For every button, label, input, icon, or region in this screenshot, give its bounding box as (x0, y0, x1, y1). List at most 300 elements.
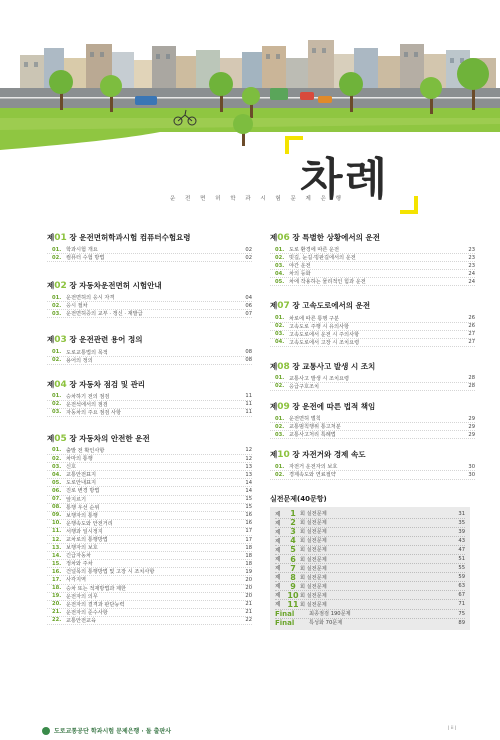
item-page: 02 (245, 246, 252, 253)
item-title: 승차하기 전의 점검 (66, 393, 110, 400)
exam-title: 회 실전문제 (300, 574, 327, 581)
item-title: 차의 등화 (289, 271, 311, 278)
chapter-09 (270, 401, 475, 439)
toc-item[interactable] (47, 471, 252, 479)
item-page: 29 (468, 415, 475, 422)
toc-item[interactable] (270, 375, 475, 383)
chapter-title: 장 운전관련 용어 정의 (69, 335, 143, 345)
item-title: 빗길, 눈길·빙판길에서의 운전 (289, 255, 356, 262)
item-page: 24 (468, 270, 475, 277)
toc-item[interactable] (47, 294, 252, 302)
item-title: 앞지르기 (66, 496, 87, 503)
item-index: 03. (275, 431, 285, 438)
toc-item[interactable] (47, 463, 252, 471)
item-page: 19 (245, 568, 252, 575)
hero-illustration (0, 0, 500, 200)
item-index: 05. (52, 479, 62, 486)
item-title: 자전거 운전자의 보호 (289, 464, 338, 471)
item-index: 01. (52, 349, 62, 356)
item-index: 02. (52, 357, 62, 364)
item-page: 12 (245, 447, 252, 454)
final-page: 89 (458, 619, 465, 626)
toc-item[interactable] (270, 383, 475, 391)
item-page: 23 (468, 254, 475, 261)
page-title: 차례 (300, 154, 390, 205)
toc-item[interactable] (47, 479, 252, 487)
exam-prefix: 제 (275, 557, 281, 564)
chapter-prefix: 제 (270, 450, 278, 460)
exam-page: 51 (458, 556, 465, 563)
item-index: 01. (275, 246, 285, 253)
chapter-number: 06 (277, 233, 290, 243)
toc-item[interactable] (270, 471, 475, 479)
exam-prefix: 제 (275, 520, 281, 527)
chapter-prefix: 제 (47, 433, 55, 443)
exam-page: 39 (458, 528, 465, 535)
exam-page: 71 (458, 601, 465, 608)
item-title: 통행 우선 순위 (66, 504, 100, 511)
final-label: Final (275, 618, 295, 627)
item-page: 18 (245, 544, 252, 551)
item-index: 02. (52, 254, 62, 261)
chapter-heading[interactable] (270, 300, 475, 311)
toc-item[interactable] (47, 348, 252, 356)
item-index: 02. (275, 383, 285, 390)
item-index: 19. (52, 593, 62, 600)
item-title: 교통안전표지 (66, 472, 97, 479)
item-index: 22. (52, 617, 62, 624)
toc-item[interactable] (270, 278, 475, 286)
toc-item[interactable] (47, 568, 252, 576)
exam-number: 2 (290, 518, 296, 528)
item-title: 교통사고처리 특례법 (289, 432, 336, 439)
chapter-heading[interactable] (47, 433, 252, 444)
chapter-number: 08 (277, 361, 290, 372)
chapter-title: 장 자동차운전면허 시험안내 (69, 281, 162, 291)
toc-item[interactable] (47, 487, 252, 495)
item-title: 진로 변경 방법 (66, 488, 100, 495)
chapter-heading[interactable] (47, 334, 252, 345)
exam-number: 9 (290, 581, 296, 591)
chapter-title: 장 특별한 상황에서의 운전 (292, 233, 380, 242)
item-page: 27 (468, 339, 475, 346)
chapter-10 (270, 449, 475, 479)
chapter-number: 10 (277, 450, 290, 461)
toc-item[interactable] (270, 314, 475, 322)
chapter-prefix: 제 (270, 233, 278, 242)
exam-item[interactable] (275, 528, 465, 537)
chapter-title: 장 자동차 점검 및 관리 (69, 379, 146, 389)
item-page: 20 (245, 593, 252, 600)
item-title: 운행속도와 안전거리 (66, 520, 113, 527)
exam-item[interactable] (275, 519, 465, 528)
item-index: 01. (52, 447, 62, 454)
exam-prefix: 제 (275, 547, 281, 554)
toc-item[interactable] (270, 323, 475, 331)
item-page: 27 (468, 331, 475, 338)
item-index: 15. (52, 560, 62, 567)
item-index: 01. (275, 415, 285, 422)
item-index: 01. (275, 315, 285, 322)
exam-item[interactable] (275, 564, 465, 573)
city-street-illustration (0, 0, 500, 200)
exam-item[interactable] (275, 582, 465, 591)
item-title: 운전석에서의 점검 (66, 401, 108, 408)
toc-item[interactable] (47, 617, 252, 625)
item-index: 03. (52, 463, 62, 470)
item-page: 29 (468, 431, 475, 438)
exam-title: 회 실전문제 (300, 547, 327, 554)
item-index: 03. (275, 331, 285, 338)
exam-prefix: 제 (275, 529, 281, 536)
item-page: 17 (245, 536, 252, 543)
final-title: 최종점검 190문제 (309, 611, 351, 618)
chapter-prefix: 제 (47, 379, 55, 389)
toc-item[interactable] (270, 431, 475, 439)
chapter-07 (270, 300, 475, 346)
item-page: 23 (468, 262, 475, 269)
toc-right-column (270, 232, 475, 630)
item-title: 운전면허증의 교부 · 갱신 · 재발급 (66, 311, 143, 318)
item-title: 학과시험 개요 (66, 247, 98, 254)
item-index: 11. (52, 528, 62, 535)
chapter-title: 장 고속도로에서의 운전 (292, 301, 371, 311)
toc-item[interactable] (270, 463, 475, 471)
item-index: 14. (52, 552, 62, 559)
item-title: 교통사고 발생 시 조치요령 (289, 375, 350, 382)
exam-prefix: 제 (275, 602, 281, 609)
exam-page: 31 (458, 510, 465, 517)
item-title: 운전면허 벌칙 (289, 416, 321, 423)
item-page: 08 (245, 357, 252, 364)
chapter-05 (47, 433, 252, 625)
item-title: 승차 또는 적재방법과 제한 (66, 585, 127, 592)
exam-page: 59 (458, 574, 465, 581)
item-index: 03. (52, 310, 62, 317)
chapter-number: 01 (54, 233, 67, 243)
exam-title: 회 실전문제 (300, 529, 327, 536)
exam-number: 7 (290, 563, 296, 573)
item-index: 06. (52, 487, 62, 494)
item-page: 22 (245, 617, 252, 624)
item-index: 20. (52, 601, 62, 608)
item-title: 신호 (66, 464, 77, 471)
toc-item[interactable] (270, 339, 475, 347)
item-index: 02. (275, 323, 285, 330)
item-page: 18 (245, 560, 252, 567)
item-index: 01. (52, 393, 62, 400)
item-page: 29 (468, 423, 475, 430)
item-index: 17. (52, 576, 62, 583)
final-item[interactable] (275, 610, 465, 619)
chapter-title: 장 자동차의 안전한 운전 (69, 433, 150, 443)
item-title: 용어의 정의 (66, 357, 93, 364)
item-index: 18. (52, 585, 62, 592)
exam-page: 35 (458, 519, 465, 526)
exam-section-title: 실전문제(40문항) (270, 494, 327, 503)
exam-title: 회 실전문제 (300, 556, 327, 563)
item-title: 도로 환경에 따른 운전 (289, 247, 340, 254)
toc-item[interactable] (47, 401, 252, 409)
item-page: 16 (245, 512, 252, 519)
page-subtitle: 운 전 면 허 학 과 시 험 문 제 은 행 (170, 196, 345, 202)
item-title: 서행과 일시정지 (66, 528, 103, 535)
item-title: 운전자의 준수사항 (66, 609, 108, 616)
toc-item[interactable] (47, 455, 252, 463)
chapter-prefix: 제 (47, 281, 55, 291)
exam-title: 회 실전문제 (300, 538, 327, 545)
item-page: 02 (245, 254, 252, 261)
chapter-number: 09 (277, 402, 290, 413)
item-page: 26 (468, 323, 475, 330)
item-page: 28 (468, 375, 475, 382)
chapter-prefix: 제 (270, 301, 278, 311)
item-title: 컴퓨터 수험 방법 (66, 255, 105, 262)
item-title: 경제속도와 연료절약 (289, 472, 336, 479)
chapter-heading[interactable] (47, 232, 252, 243)
item-page: 18 (245, 552, 252, 559)
item-page: 20 (245, 585, 252, 592)
item-index: 01. (52, 246, 62, 253)
toc-item[interactable] (270, 246, 475, 254)
exam-item[interactable] (275, 600, 465, 609)
item-page: 11 (245, 393, 252, 400)
exam-item[interactable] (275, 573, 465, 582)
item-index: 03. (275, 262, 285, 269)
item-title: 자동차의 주요 점검 사항 (66, 409, 122, 416)
item-title: 차로에 따른 통행 구분 (289, 315, 340, 322)
toc-item[interactable] (47, 409, 252, 417)
toc-item[interactable] (47, 496, 252, 504)
exam-title: 회 실전문제 (300, 601, 327, 608)
toc-item[interactable] (47, 512, 252, 520)
chapter-08 (270, 361, 475, 391)
toc-item[interactable] (270, 331, 475, 339)
toc-item[interactable] (47, 357, 252, 365)
exam-page: 67 (458, 592, 465, 599)
toc-left-column (47, 232, 252, 634)
item-index: 02. (52, 401, 62, 408)
item-index: 12. (52, 536, 62, 543)
item-index: 16. (52, 568, 62, 575)
chapter-01 (47, 232, 252, 262)
item-page: 30 (468, 463, 475, 470)
exam-number: 1 (290, 509, 296, 519)
toc-item[interactable] (47, 254, 252, 262)
item-title: 차마의 통행 (66, 456, 93, 463)
chapter-04 (47, 379, 252, 417)
item-page: 23 (468, 246, 475, 253)
footer-text: 도로교통공단 학과시험 문제은행 · 돌 출판사 (54, 728, 172, 735)
exam-page: 55 (458, 565, 465, 572)
toc-item[interactable] (47, 552, 252, 560)
item-index: 04. (275, 270, 285, 277)
toc-item[interactable] (47, 447, 252, 455)
toc-item[interactable] (47, 310, 252, 318)
toc-item[interactable] (47, 601, 252, 609)
exam-title: 회 실전문제 (300, 565, 327, 572)
exam-prefix: 제 (275, 511, 281, 518)
item-title: 긴급자동차 (66, 553, 92, 560)
toc-item[interactable] (270, 262, 475, 270)
exam-item[interactable] (275, 537, 465, 546)
item-index: 03. (52, 409, 62, 416)
chapter-number: 07 (277, 301, 290, 312)
exam-prefix: 제 (275, 538, 281, 545)
footer-publisher (42, 726, 171, 735)
item-title: 응급구호조치 (289, 383, 320, 390)
toc-item[interactable] (47, 593, 252, 601)
exam-number: 6 (290, 554, 296, 564)
exam-prefix: 제 (275, 575, 281, 582)
chapter-heading[interactable] (270, 232, 475, 243)
exam-number: 10 (287, 590, 299, 600)
yellow-bracket-right (400, 196, 418, 214)
item-title: 교통범칙행위 통고처분 (289, 424, 341, 431)
chapter-title: 장 교통사고 발생 시 조치 (292, 361, 376, 371)
chapter-heading[interactable] (270, 449, 475, 460)
exam-item[interactable] (275, 546, 465, 555)
item-index: 01. (275, 375, 285, 382)
item-page: 11 (245, 409, 252, 416)
toc-item[interactable] (47, 504, 252, 512)
item-index: 01. (275, 463, 285, 470)
item-page: 17 (245, 528, 252, 535)
item-page: 15 (245, 504, 252, 511)
item-title: 출발 전 확인사항 (66, 447, 105, 454)
exam-prefix: 제 (275, 593, 281, 600)
item-page: 21 (245, 609, 252, 616)
exam-page: 43 (458, 537, 465, 544)
item-page: 24 (468, 278, 475, 285)
item-title: 정차와 주차 (66, 561, 93, 568)
toc-item[interactable] (47, 560, 252, 568)
item-index: 21. (52, 609, 62, 616)
toc-item[interactable] (47, 585, 252, 593)
toc-item[interactable] (47, 544, 252, 552)
chapter-03 (47, 334, 252, 364)
item-page: 26 (468, 315, 475, 322)
exam-title: 회 실전문제 (300, 583, 327, 590)
item-page: 13 (245, 463, 252, 470)
item-index: 07. (52, 496, 62, 503)
final-title: 특성화 70문제 (309, 620, 343, 627)
toc-item[interactable] (270, 270, 475, 278)
final-page: 75 (458, 610, 465, 617)
exam-item[interactable] (275, 510, 465, 519)
toc-item[interactable] (270, 254, 475, 262)
chapter-prefix: 제 (47, 335, 55, 345)
chapter-title: 장 운전면허학과시험 컴퓨터수험요령 (69, 233, 191, 242)
toc-item[interactable] (47, 536, 252, 544)
toc-item[interactable] (47, 520, 252, 528)
exam-item[interactable] (275, 555, 465, 564)
chapter-title: 장 운전에 따른 법적 책임 (292, 402, 376, 412)
item-page: 07 (245, 310, 252, 317)
chapter-02 (47, 280, 252, 318)
chapter-number: 04 (54, 379, 67, 390)
publisher-logo-icon (42, 727, 50, 735)
toc-item[interactable] (47, 302, 252, 310)
chapter-heading[interactable] (270, 401, 475, 412)
toc-item[interactable] (270, 415, 475, 423)
item-title: 보행자의 통행 (66, 512, 98, 519)
chapter-number: 03 (54, 335, 67, 346)
item-index: 02. (52, 455, 62, 462)
item-page: 14 (245, 479, 252, 486)
final-label: Final (275, 609, 295, 618)
exam-number: 8 (290, 572, 296, 582)
item-title: 교통안전교육 (66, 617, 97, 624)
item-page: 04 (245, 294, 252, 301)
item-index: 08. (52, 504, 62, 511)
item-title: 도로안내표지 (66, 480, 97, 487)
exam-page: 47 (458, 546, 465, 553)
item-title: 고속도로에서 운전 시 주의사항 (289, 331, 360, 338)
exam-number: 3 (290, 527, 296, 537)
item-title: 운전면허의 응시 자격 (66, 295, 115, 302)
final-item[interactable] (275, 619, 465, 627)
exam-prefix: 제 (275, 566, 281, 573)
item-index: 02. (275, 423, 285, 430)
chapter-06 (270, 232, 475, 286)
item-page: 30 (468, 471, 475, 478)
chapter-heading[interactable] (47, 280, 252, 291)
item-title: 운전자의 결격과 판단능력 (66, 601, 125, 608)
toc-item[interactable] (47, 576, 252, 584)
item-title: 사각지역 (66, 577, 87, 584)
item-title: 운전자의 의무 (66, 593, 98, 600)
chapter-prefix: 제 (270, 361, 278, 371)
item-index: 04. (52, 471, 62, 478)
item-page: 11 (245, 401, 252, 408)
chapter-number: 05 (54, 433, 67, 444)
item-title: 야간 운전 (289, 263, 311, 270)
exam-page: 63 (458, 583, 465, 590)
item-page: 08 (245, 349, 252, 356)
chapter-heading[interactable] (270, 361, 475, 372)
item-title: 보행자의 보호 (66, 545, 98, 552)
toc-item[interactable] (270, 423, 475, 431)
exam-number: 11 (287, 599, 299, 609)
exam-list-box (270, 507, 470, 630)
item-index: 04. (275, 339, 285, 346)
toc-item[interactable] (47, 609, 252, 617)
item-title: 교차로의 통행방법 (66, 537, 108, 544)
toc-item[interactable] (47, 528, 252, 536)
exam-number: 5 (290, 545, 296, 555)
chapter-prefix: 제 (270, 402, 278, 412)
item-title: 건널목의 통행방법 및 고장 시 조치사항 (66, 569, 155, 576)
exam-prefix: 제 (275, 584, 281, 591)
item-index: 02. (52, 302, 62, 309)
item-index: 02. (275, 254, 285, 261)
item-page: 06 (245, 302, 252, 309)
exam-title: 회 실전문제 (300, 592, 327, 599)
item-title: 응시 절차 (66, 303, 88, 310)
item-title: 고속도로 주행 시 유의사항 (289, 323, 350, 330)
item-title: 고속도로에서 고장 시 조치요령 (289, 339, 360, 346)
item-page: 20 (245, 576, 252, 583)
chapter-heading[interactable] (47, 379, 252, 390)
exam-item[interactable] (275, 591, 465, 600)
item-index: 10. (52, 520, 62, 527)
chapter-prefix: 제 (47, 233, 55, 242)
item-index: 02. (275, 471, 285, 478)
toc-item[interactable] (47, 393, 252, 401)
page-number: | ii | (448, 726, 457, 731)
toc-item[interactable] (47, 246, 252, 254)
